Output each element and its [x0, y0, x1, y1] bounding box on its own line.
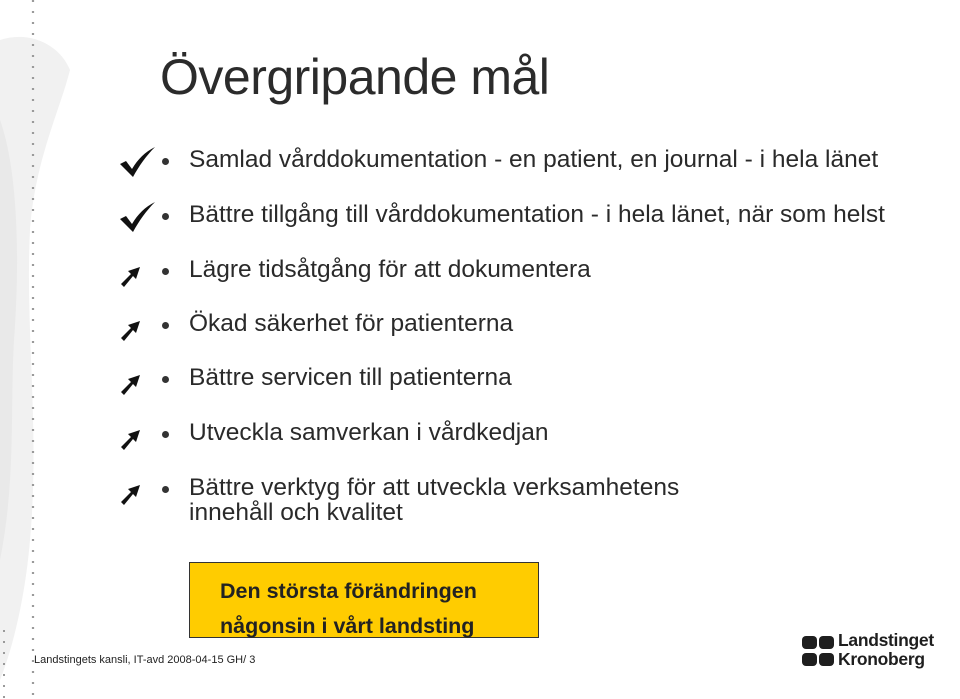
arrow-icon: [117, 475, 157, 507]
arrow-icon: [117, 257, 157, 289]
callout-line-2: någonsin i vårt landsting: [220, 614, 475, 638]
logo-text: [838, 631, 934, 669]
arrow-icon: [117, 311, 157, 343]
bullet-text: [189, 257, 949, 282]
callout-line-1: Den största förändringen: [220, 579, 477, 603]
bullet-text-line: Lägre tidsåtgång för att dokumentera: [189, 256, 591, 283]
bullet-dot-icon: [162, 431, 169, 438]
left-decoration: [0, 0, 80, 699]
logo-line-2: Kronoberg: [838, 649, 925, 669]
logo-line-1: Landstinget: [838, 630, 934, 650]
slide-title: Övergripande mål: [160, 49, 550, 105]
bullet-text-line: Utveckla samverkan i vårdkedjan: [189, 419, 549, 446]
bullet-text-line: Bättre tillgång till vårddokumentation - i hela länet, när som helst: [189, 201, 885, 228]
callout-box: [189, 562, 539, 638]
bullet-text-line: innehåll och kvalitet: [189, 499, 403, 526]
bullet-dot-icon: [162, 213, 169, 220]
bullet-text: [189, 311, 949, 336]
bullet-dot-icon: [162, 322, 169, 329]
check-icon: [117, 202, 157, 234]
bullet-dot-icon: [162, 158, 169, 165]
check-icon: [117, 147, 157, 179]
bullet-text-line: Ökad säkerhet för patienterna: [189, 310, 514, 337]
bullet-text: [189, 365, 949, 390]
bullet-text-line: Samlad vårddokumentation - en patient, en journal - i hela länet: [189, 146, 879, 173]
bullet-text: [189, 202, 949, 227]
bullet-text-line: Bättre servicen till patienterna: [189, 364, 512, 391]
bullet-text: [189, 475, 949, 525]
bullet-text: [189, 147, 949, 172]
bullet-dot-icon: [162, 376, 169, 383]
landstinget-kronoberg-logo: [800, 631, 955, 671]
arrow-icon: [117, 365, 157, 397]
bullet-text: [189, 420, 949, 445]
bullet-dot-icon: [162, 486, 169, 493]
bullet-text-line: Bättre verktyg för att utveckla verksamhetens: [189, 474, 680, 501]
footer-text: Landstingets kansli, IT-avd 2008-04-15 GH/ 3: [34, 654, 256, 666]
bullet-dot-icon: [162, 268, 169, 275]
arrow-icon: [117, 420, 157, 452]
logo-mark-icon: [800, 633, 836, 669]
